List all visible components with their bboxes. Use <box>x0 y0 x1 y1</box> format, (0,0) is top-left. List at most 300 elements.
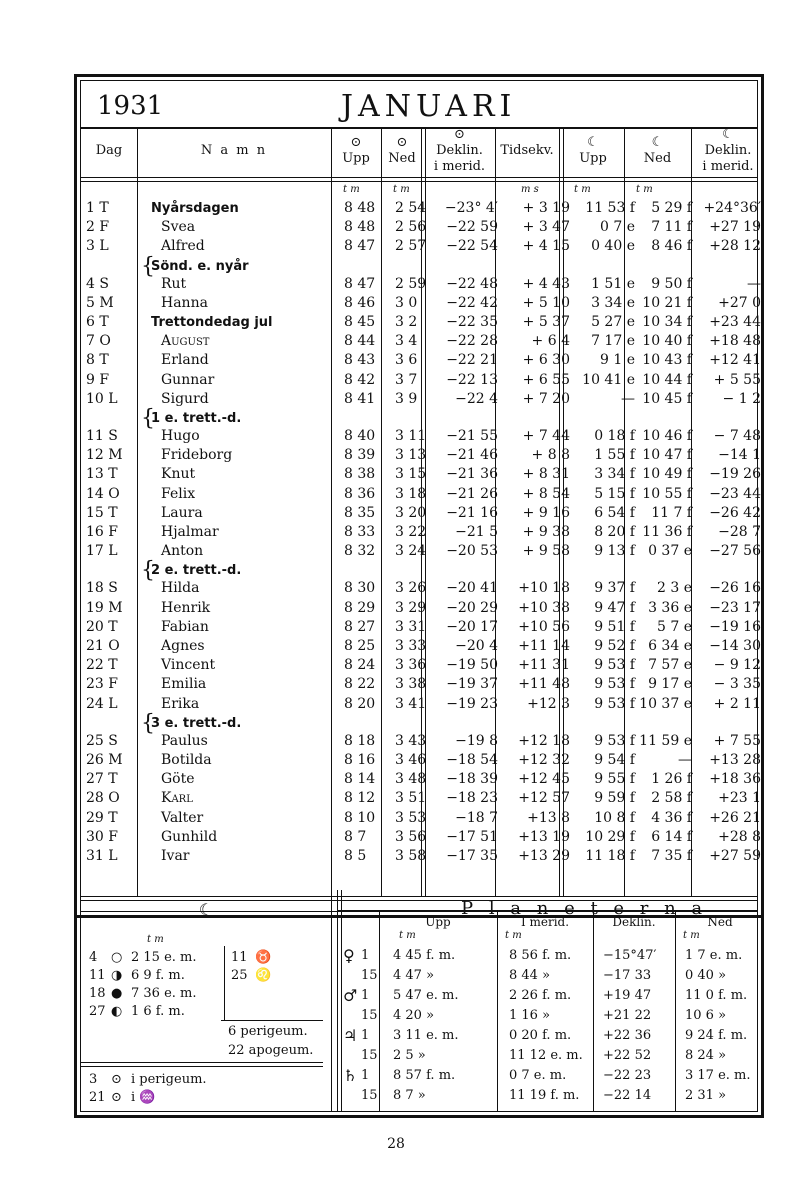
cell-up: 8 7 <box>344 828 367 845</box>
cell-name: Agnes <box>161 638 205 654</box>
brace-glyph: { <box>141 710 155 736</box>
day-row <box>81 579 765 598</box>
day-row <box>81 637 765 656</box>
cell-mup: 9 53 f <box>594 695 635 712</box>
cell-mdek: −14 1 <box>718 447 761 464</box>
cell-day: 14 O <box>86 485 120 502</box>
cell-tid: +10 18 <box>518 580 570 597</box>
cell-name: Felix <box>161 485 196 502</box>
day-row <box>81 542 765 561</box>
day-row <box>81 751 765 770</box>
day-row <box>81 695 765 714</box>
cell-dek: −20 17 <box>446 618 498 635</box>
planet-dek: +22 36 <box>603 1028 652 1043</box>
cell-day: 7 O <box>86 333 111 350</box>
planet-day: 1 <box>361 1028 370 1043</box>
cell-up: 8 14 <box>344 771 376 788</box>
cell-mup: 11 53 f <box>585 200 635 216</box>
brace-glyph: { <box>141 406 155 431</box>
header-sun-dek <box>424 127 495 175</box>
planets-units-ned: t m <box>683 930 700 941</box>
cell-mdek: −14 30 <box>709 638 761 654</box>
cell-mdn: 2 3 e <box>657 580 692 597</box>
cell-name: Hugo <box>161 428 200 444</box>
planet-upp: 2 5 » <box>393 1048 426 1063</box>
cell-dek: −19 8 <box>455 732 498 749</box>
cell-dek: −17 35 <box>446 848 498 864</box>
cell-mdn: 10 44 f <box>642 371 692 388</box>
day-row <box>81 218 765 237</box>
lower-panel <box>74 890 764 1118</box>
cell-mup: 10 29 f <box>585 828 635 845</box>
cell-name: Frideborg <box>161 447 233 464</box>
cell-mdn: 4 36 f <box>651 809 692 826</box>
header-moon-dek <box>691 127 765 175</box>
cell-up: 8 47 <box>344 275 376 292</box>
cell-mdn: 10 47 f <box>642 447 692 464</box>
cell-down: 3 31 <box>395 618 427 635</box>
cell-dek: −22 48 <box>446 275 498 292</box>
units-down: t m <box>393 184 410 195</box>
header-moon-down-label: Ned <box>643 151 672 166</box>
cell-tid: + 5 10 <box>522 294 570 311</box>
day-row <box>81 618 765 637</box>
cell-name: Sönd. e. nyår <box>151 258 249 274</box>
units-up: t m <box>343 184 360 195</box>
cell-day: 8 T <box>86 352 109 369</box>
cell-mup: 9 51 f <box>594 618 635 635</box>
cell-mup: 9 53 f <box>594 676 635 693</box>
planet-upp: 4 20 » <box>393 1008 435 1023</box>
day-row <box>81 199 765 218</box>
cell-down: 3 56 <box>395 828 427 845</box>
day-row <box>81 656 765 675</box>
cell-mdn: 2 58 f <box>651 790 692 807</box>
cell-tid: + 4 15 <box>522 238 570 255</box>
cell-mup: 10 8 f <box>594 809 635 826</box>
planet-ned: 2 31 » <box>685 1088 727 1103</box>
cell-mdn: 10 49 f <box>642 466 692 483</box>
day-row <box>81 675 765 694</box>
cell-down: 3 48 <box>395 771 427 788</box>
cell-mdek: — <box>747 275 761 292</box>
cell-mdek: +12 41 <box>709 352 761 369</box>
phase-sign-day: 11 <box>231 950 248 965</box>
cell-down: 3 24 <box>395 543 427 560</box>
cell-mdek: −19 26 <box>709 466 761 483</box>
units-mdn: t m <box>636 184 653 195</box>
cell-mdek: +27 59 <box>709 848 761 864</box>
cell-day: 30 F <box>86 828 118 845</box>
day-row <box>81 485 765 504</box>
cell-mdn: 10 43 f <box>642 352 692 369</box>
cell-tid: + 3 19 <box>522 200 570 216</box>
planets-units-merid: t m <box>505 930 522 941</box>
cell-mdn: 9 17 e <box>648 676 692 693</box>
cell-up: 8 10 <box>344 809 376 826</box>
cell-dek: −19 50 <box>446 657 498 674</box>
cell-name: Hanna <box>161 294 208 311</box>
cell-day: 24 L <box>86 695 118 712</box>
cell-day: 10 L <box>86 390 118 407</box>
cell-name: Botilda <box>161 752 212 768</box>
sun-symbol-icon: ⊙ <box>111 1072 122 1087</box>
cell-down: 3 53 <box>395 809 427 826</box>
planet-row <box>81 946 765 965</box>
cell-tid: +10 56 <box>518 618 570 635</box>
planet-merid: 11 19 f. m. <box>509 1088 580 1103</box>
planet-day: 1 <box>361 948 370 963</box>
sun-symbol-icon: ⊙ <box>454 127 465 142</box>
planet-upp: 4 47 » <box>393 968 435 983</box>
cell-mup: 10 41 e <box>582 371 635 388</box>
cell-day: 17 L <box>86 543 118 560</box>
sunday-heading-row <box>81 253 765 279</box>
day-row <box>81 465 765 484</box>
header-moon-dek-label-2: i merid. <box>702 159 754 174</box>
cell-dek: −20 53 <box>446 543 498 560</box>
planet-upp: 5 47 e. m. <box>393 988 459 1003</box>
planet-dek: −22 23 <box>603 1068 652 1083</box>
cell-tid: + 7 44 <box>522 428 570 444</box>
planet-ned: 0 40 » <box>685 968 727 983</box>
cell-mdek: + 5 55 <box>713 371 761 388</box>
sunday-heading-row <box>81 558 765 584</box>
cell-mdek: −23 17 <box>709 599 761 616</box>
cell-mdn: 10 40 f <box>642 333 692 350</box>
planet-upp: 4 45 f. m. <box>393 948 456 963</box>
planets-col-upp: Upp <box>425 915 451 929</box>
cell-tid: + 9 38 <box>522 524 570 540</box>
cell-up: 8 25 <box>344 638 376 654</box>
cell-name: Vincent <box>161 657 216 674</box>
planet-merid: 0 20 f. m. <box>509 1028 572 1043</box>
sun-note-day: 3 <box>89 1072 98 1087</box>
day-row <box>81 275 765 294</box>
cell-up: 8 20 <box>344 695 376 712</box>
cell-mdek: +24°36′ <box>703 200 761 216</box>
cell-name: Göte <box>161 771 195 788</box>
units-mup: t m <box>574 184 591 195</box>
cell-name: 1 e. trett.-d. <box>151 411 242 426</box>
planet-ned: 9 24 f. m. <box>685 1028 748 1043</box>
header-dag: Dag <box>95 143 123 158</box>
day-row <box>81 446 765 465</box>
cell-mup: 5 15 f <box>594 485 635 502</box>
cell-day: 5 M <box>86 294 114 311</box>
cell-mdek: −26 42 <box>709 504 761 521</box>
cell-tid: + 9 58 <box>522 543 570 560</box>
cell-mdek: −28 7 <box>718 524 761 540</box>
cell-up: 8 43 <box>344 352 376 369</box>
month-title: JANUARI <box>341 89 517 124</box>
cell-mdek: − 9 12 <box>713 657 761 674</box>
year-title: 1931 <box>97 91 164 121</box>
header-rule <box>81 177 757 178</box>
phase-day: 18 <box>89 986 106 1001</box>
cell-mdek: +27 19 <box>709 219 761 236</box>
cell-name: Laura <box>161 504 203 521</box>
cell-mdn: 0 37 e <box>648 543 692 560</box>
cell-mdek: +23 44 <box>709 314 761 330</box>
cell-name: Henrik <box>161 599 211 616</box>
cell-name: 2 e. trett.-d. <box>151 563 242 579</box>
cell-dek: −19 23 <box>446 695 498 712</box>
cell-day: 20 T <box>86 618 118 635</box>
cell-up: 8 33 <box>344 524 376 540</box>
cell-mdn: 11 7 f <box>651 504 692 521</box>
day-row <box>81 770 765 789</box>
moon-phase-icon: ◐ <box>111 1004 123 1019</box>
cell-name: Erika <box>161 695 200 712</box>
day-row <box>81 599 765 618</box>
cell-name: Svea <box>161 219 196 236</box>
cell-day: 9 F <box>86 371 110 388</box>
cell-mdek: + 7 55 <box>713 732 761 749</box>
cell-down: 3 29 <box>395 599 427 616</box>
cell-name: Fabian <box>161 618 209 635</box>
cell-day: 4 S <box>86 275 109 292</box>
cell-name: Karl <box>161 790 193 807</box>
apogeum-text: 22 apogeum. <box>228 1043 314 1058</box>
cell-down: 3 18 <box>395 485 427 502</box>
planet-row <box>81 1086 765 1105</box>
cell-mdek: − 7 48 <box>713 428 761 444</box>
cell-day: 27 T <box>86 771 118 788</box>
cell-mup: 5 27 e <box>591 314 635 330</box>
cell-mdn: 7 57 e <box>648 657 692 674</box>
zodiac-sign-icon: ♌ <box>255 968 272 983</box>
cell-mdek: +18 36 <box>709 771 761 788</box>
cell-dek: −18 23 <box>446 790 498 807</box>
cell-mdn: 6 14 f <box>651 828 692 845</box>
planet-day: 15 <box>361 968 378 983</box>
cell-tid: +12 57 <box>518 790 570 807</box>
calendar-inner-frame <box>80 80 761 919</box>
cell-dek: −17 51 <box>446 828 498 845</box>
cell-mdek: +26 21 <box>709 809 761 826</box>
moon-phase-icon: ○ <box>111 950 123 965</box>
cell-up: 8 18 <box>344 732 376 749</box>
cell-up: 8 27 <box>344 618 376 635</box>
cell-name: Gunhild <box>161 828 218 845</box>
cell-dek: −18 39 <box>446 771 498 788</box>
cell-mdn: 10 37 e <box>639 695 692 712</box>
planet-ned: 10 6 » <box>685 1008 727 1023</box>
cell-down: 3 33 <box>395 638 427 654</box>
cell-mdek: −19 16 <box>709 618 761 635</box>
cell-mup: 7 17 e <box>591 333 635 350</box>
cell-mup: 3 34 f <box>594 466 635 483</box>
cell-name: Sigurd <box>161 390 209 407</box>
day-row <box>81 371 765 390</box>
cell-dek: −22 35 <box>446 314 498 330</box>
planet-upp: 8 7 » <box>393 1088 426 1103</box>
cell-mdn: 10 21 f <box>642 294 692 311</box>
cell-up: 8 46 <box>344 294 376 311</box>
cell-mup: 8 20 f <box>594 524 635 540</box>
page-number: 28 <box>387 1136 405 1152</box>
phase-day: 27 <box>89 1004 106 1019</box>
cell-tid: + 9 16 <box>522 504 570 521</box>
cell-tid: +13 19 <box>518 828 570 845</box>
cell-down: 2 56 <box>395 219 427 236</box>
header-sun-down <box>381 135 423 167</box>
cell-day: 31 L <box>86 848 118 864</box>
cell-mup: 9 13 f <box>594 543 635 560</box>
planet-ned: 1 7 e. m. <box>685 948 743 963</box>
cell-dek: −22 28 <box>446 333 498 350</box>
planet-day: 15 <box>361 1048 378 1063</box>
cell-mup: 9 55 f <box>594 771 635 788</box>
cell-dek: −20 4 <box>455 638 498 654</box>
moon-phase-icon: ◑ <box>111 968 123 983</box>
planet-dek: −15°47′ <box>603 948 657 963</box>
day-row <box>81 351 765 370</box>
planets-title-rule <box>337 910 757 911</box>
cell-mup: 0 18 f <box>594 428 635 444</box>
cell-up: 8 40 <box>344 428 376 444</box>
cell-up: 8 45 <box>344 314 376 330</box>
moon-symbol-icon: ☾ <box>722 127 734 142</box>
cell-down: 3 20 <box>395 504 427 521</box>
header-sun-up <box>331 135 381 167</box>
cell-down: 3 13 <box>395 447 427 464</box>
cell-name: Ivar <box>161 848 190 864</box>
moon-symbol-icon: ☾ <box>587 135 599 150</box>
planet-merid: 1 16 » <box>509 1008 551 1023</box>
cell-up: 8 42 <box>344 371 376 388</box>
cell-mdn: 5 7 e <box>657 618 692 635</box>
cell-up: 8 16 <box>344 752 376 768</box>
cell-dek: −21 46 <box>446 447 498 464</box>
cell-dek: −22 13 <box>446 371 498 388</box>
cell-down: 2 57 <box>395 238 427 255</box>
units-tid: m s <box>521 184 539 195</box>
cell-up: 8 30 <box>344 580 376 597</box>
calendar-frame <box>74 74 764 918</box>
cell-down: 3 9 <box>395 390 418 407</box>
cell-dek: −18 7 <box>455 809 498 826</box>
cell-up: 8 22 <box>344 676 376 693</box>
cell-mdek: −27 56 <box>709 543 761 560</box>
cell-name: Hjalmar <box>161 524 219 540</box>
day-row <box>81 809 765 828</box>
cell-mup: 0 40 e <box>591 238 635 255</box>
header-tidsekv: Tidsekv. <box>500 143 554 158</box>
planet-merid: 11 12 e. m. <box>509 1048 583 1063</box>
day-row <box>81 789 765 808</box>
day-row <box>81 828 765 847</box>
moon-phase-header-icon: ☾ <box>198 900 214 919</box>
cell-down: 3 38 <box>395 676 427 693</box>
sun-note-day: 21 <box>89 1090 106 1105</box>
lower-panel-inner <box>80 890 758 1112</box>
planet-ned: 11 0 f. m. <box>685 988 748 1003</box>
cell-tid: + 8 31 <box>522 466 570 483</box>
cell-mdn: 7 11 f <box>651 219 692 236</box>
cell-down: 3 7 <box>395 371 418 388</box>
planet-merid: 2 26 f. m. <box>509 988 572 1003</box>
cell-dek: −21 26 <box>446 485 498 502</box>
cell-mdek: +28 12 <box>709 238 761 255</box>
cell-dek: −21 16 <box>446 504 498 521</box>
planet-ned: 8 24 » <box>685 1048 727 1063</box>
planets-col-ned: Ned <box>707 915 733 929</box>
cell-up: 8 12 <box>344 790 376 807</box>
perigeum-text: 6 perigeum. <box>228 1024 308 1039</box>
cell-mdn: 11 59 e <box>639 732 692 749</box>
planet-symbol-icon: ♃ <box>343 1026 358 1045</box>
day-row <box>81 390 765 409</box>
phase-time: 7 36 e. m. <box>131 986 197 1001</box>
planet-row <box>81 1066 765 1085</box>
cell-day: 13 T <box>86 466 118 483</box>
cell-name: Paulus <box>161 732 208 749</box>
cell-mdn: 10 46 f <box>642 428 692 444</box>
cell-tid: +11 31 <box>518 657 570 674</box>
cell-tid: + 3 47 <box>522 219 570 236</box>
cell-tid: +12 45 <box>518 771 570 788</box>
cell-dek: −22 21 <box>446 352 498 369</box>
planet-dek: −22 14 <box>603 1088 652 1103</box>
planet-symbol-icon: ♀ <box>343 946 355 965</box>
cell-name: August <box>161 333 210 350</box>
cell-name: Hilda <box>161 580 200 597</box>
cell-day: 11 S <box>86 428 118 444</box>
cell-tid: +12 18 <box>518 732 570 749</box>
cell-up: 8 29 <box>344 599 376 616</box>
cell-tid: + 6 30 <box>522 352 570 369</box>
cell-mdn: 10 34 f <box>642 314 692 330</box>
cell-name: Gunnar <box>161 371 215 388</box>
planet-row <box>81 1006 765 1025</box>
cell-day: 2 F <box>86 219 110 236</box>
sun-note-text: i perigeum. <box>131 1072 207 1087</box>
cell-mdn: 6 34 e <box>648 638 692 654</box>
day-row <box>81 332 765 351</box>
cell-tid: + 5 37 <box>522 314 570 330</box>
planet-row <box>81 1026 765 1045</box>
cell-mup: 9 47 f <box>594 599 635 616</box>
sun-note-text: i ♒ <box>131 1090 156 1105</box>
cell-name: Trettondedag jul <box>151 315 273 330</box>
cell-day: 23 F <box>86 676 118 693</box>
cell-mup: 3 34 e <box>591 294 635 311</box>
brace-glyph: { <box>141 558 155 584</box>
day-row <box>81 427 765 446</box>
planet-ned: 3 17 e. m. <box>685 1068 751 1083</box>
cell-name: Nyårsdagen <box>151 201 239 216</box>
sun-symbol-icon: ⊙ <box>350 135 362 150</box>
cell-mup: 9 53 f <box>594 732 635 749</box>
planet-row <box>81 986 765 1005</box>
cell-mdek: − 3 35 <box>713 676 761 693</box>
cell-down: 3 15 <box>395 466 427 483</box>
planets-units-upp: t m <box>399 930 416 941</box>
cell-mdek: +13 28 <box>709 752 761 768</box>
cell-name: Anton <box>161 543 204 560</box>
cell-mdn: 11 36 f <box>642 524 692 540</box>
cell-day: 1 T <box>86 200 109 216</box>
phase-time: 6 9 f. m. <box>131 968 185 983</box>
cell-dek: −18 54 <box>446 752 498 768</box>
cell-mup: 0 7 e <box>600 219 635 236</box>
cell-day: 19 M <box>86 599 123 616</box>
cell-dek: −21 36 <box>446 466 498 483</box>
planets-title: P l a n e t e r n a <box>461 898 708 919</box>
day-row <box>81 504 765 523</box>
